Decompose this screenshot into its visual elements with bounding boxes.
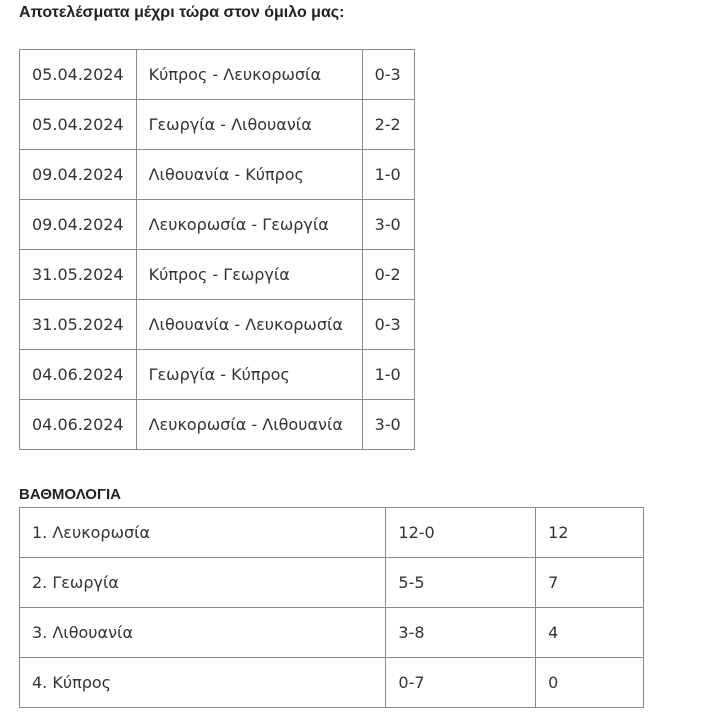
standings-heading: ΒΑΘΜΟΛΟΓΙΑ xyxy=(19,486,121,503)
match-teams: Γεωργία - Κύπρος xyxy=(136,350,362,400)
match-date: 05.04.2024 xyxy=(20,50,137,100)
team-points: 7 xyxy=(536,558,644,608)
team-points: 0 xyxy=(536,658,644,708)
table-row xyxy=(20,658,644,708)
match-score: 1-0 xyxy=(362,150,414,200)
table-row xyxy=(20,400,415,450)
match-date: 04.06.2024 xyxy=(20,350,137,400)
match-teams: Λευκορωσία - Γεωργία xyxy=(136,200,362,250)
match-teams: Λιθουανία - Λευκορωσία xyxy=(136,300,362,350)
goal-record: 0-7 xyxy=(386,658,536,708)
match-date: 31.05.2024 xyxy=(20,300,137,350)
goal-record: 5-5 xyxy=(386,558,536,608)
team-name: 2. Γεωργία xyxy=(20,558,386,608)
results-table xyxy=(19,49,415,450)
goal-record: 3-8 xyxy=(386,608,536,658)
match-date: 09.04.2024 xyxy=(20,200,137,250)
table-row xyxy=(20,250,415,300)
match-teams: Λευκορωσία - Λιθουανία xyxy=(136,400,362,450)
standings-table xyxy=(19,507,644,708)
match-score: 1-0 xyxy=(362,350,414,400)
match-score: 2-2 xyxy=(362,100,414,150)
match-teams: Λιθουανία - Κύπρος xyxy=(136,150,362,200)
match-date: 31.05.2024 xyxy=(20,250,137,300)
table-row xyxy=(20,150,415,200)
team-points: 4 xyxy=(536,608,644,658)
team-name: 3. Λιθουανία xyxy=(20,608,386,658)
match-score: 0-3 xyxy=(362,50,414,100)
table-row xyxy=(20,508,644,558)
match-date: 09.04.2024 xyxy=(20,150,137,200)
match-date: 05.04.2024 xyxy=(20,100,137,150)
table-row xyxy=(20,350,415,400)
table-row xyxy=(20,608,644,658)
team-points: 12 xyxy=(536,508,644,558)
team-name: 1. Λευκορωσία xyxy=(20,508,386,558)
match-date: 04.06.2024 xyxy=(20,400,137,450)
results-heading: Αποτελέσματα μέχρι τώρα στον όμιλο μας: xyxy=(19,4,345,21)
team-name: 4. Κύπρος xyxy=(20,658,386,708)
table-row xyxy=(20,50,415,100)
match-score: 3-0 xyxy=(362,200,414,250)
table-row xyxy=(20,558,644,608)
match-score: 0-2 xyxy=(362,250,414,300)
match-score: 3-0 xyxy=(362,400,414,450)
table-row xyxy=(20,100,415,150)
match-score: 0-3 xyxy=(362,300,414,350)
table-row xyxy=(20,300,415,350)
table-row xyxy=(20,200,415,250)
match-teams: Κύπρος - Γεωργία xyxy=(136,250,362,300)
goal-record: 12-0 xyxy=(386,508,536,558)
match-teams: Κύπρος - Λευκορωσία xyxy=(136,50,362,100)
match-teams: Γεωργία - Λιθουανία xyxy=(136,100,362,150)
